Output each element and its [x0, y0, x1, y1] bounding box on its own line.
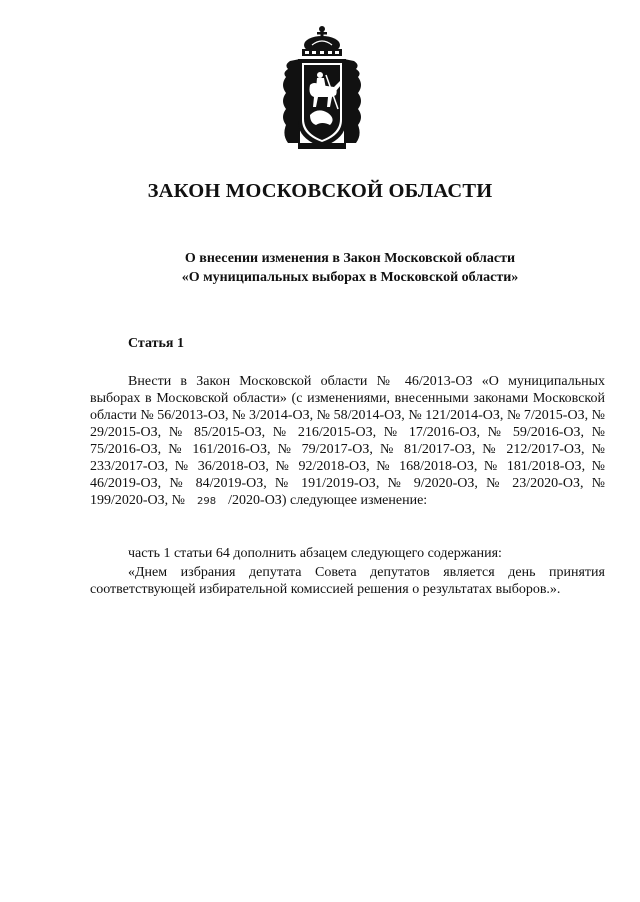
paragraph-1-ending: /2020-ОЗ) следующее изменение:: [228, 493, 428, 508]
subtitle-line-2: «О муниципальных выборах в Московской области»: [181, 270, 519, 285]
article-heading: Статья 1: [128, 336, 184, 351]
handwritten-law-number: 298: [197, 496, 217, 507]
article-paragraph-2: часть 1 статьи 64 дополнить абзацем следующего содержания:: [128, 546, 502, 561]
document-title: ЗАКОН МОСКОВСКОЙ ОБЛАСТИ: [147, 180, 493, 202]
subtitle-line-1: О внесении изменения в Закон Московской области: [184, 251, 516, 266]
article-paragraph-1: [90, 373, 605, 510]
document-subtitle: [150, 249, 550, 287]
article-paragraph-3: «Днем избрания депутата Совета депутатов является день принятия соответствующей избирательной комиссией решения о результатах выборов.».: [90, 565, 605, 597]
paragraph-1-text: Внести в Закон Московской области № 46/2013-ОЗ «О муниципальных выборах в Московской области» (с изменениями, внесенными законами Московской области № 56/2013-ОЗ, № 3/2014-ОЗ, № 58/2014-ОЗ, № 121/2014-ОЗ, № 7/2015-ОЗ, № 29/2015-ОЗ, № 85/2015-ОЗ, № 216/2015-ОЗ, № 17/2016-ОЗ, № 59/2016-ОЗ, № 75/2016-ОЗ, № 161/2016-ОЗ, № 79/2017-ОЗ, № 81/2017-ОЗ, № 212/2017-ОЗ, № 233/2017-ОЗ, № 36/2018-ОЗ, № 92/2018-ОЗ, № 168/2018-ОЗ, № 181/2018-ОЗ, № 46/2019-ОЗ, № 84/2019-ОЗ, № 191/2019-ОЗ, № 9/2020-ОЗ, № 23/2020-ОЗ, № 199/2020-ОЗ, №: [90, 374, 605, 508]
coat-of-arms-icon: [274, 25, 370, 153]
